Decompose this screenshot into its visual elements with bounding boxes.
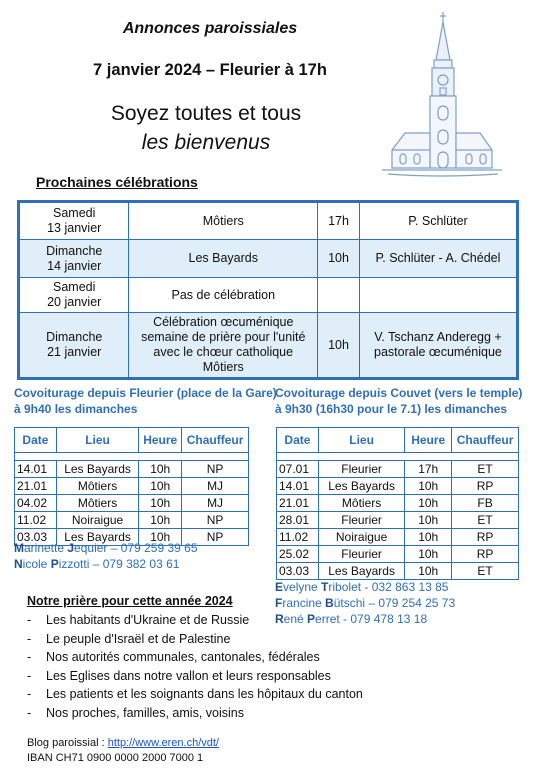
celebration-place: Célébration œcuménique semaine de prière pour l'unité avec le chœur catholique Môtiers <box>129 313 318 379</box>
table-row: 07.01 Fleurier 17h ET <box>277 461 519 478</box>
table-row: 03.03 Les Bayards 10h NP <box>15 529 249 546</box>
bulletin-title: Annonces paroissiales <box>122 20 298 37</box>
column-header: Heure <box>139 428 182 453</box>
prayer-heading: Notre prière pour cette année 2024 <box>27 594 233 608</box>
column-header: Date <box>277 428 319 453</box>
iban-line: IBAN CH71 0900 0000 2000 7000 1 <box>27 752 204 764</box>
celebration-date: Samedi 20 janvier <box>19 278 129 313</box>
celebrations-table <box>17 200 519 380</box>
column-header: Lieu <box>318 428 404 453</box>
contact-line: René Perret - 079 478 13 18 <box>275 612 428 626</box>
table-row: 14.01 Les Bayards 10h NP <box>15 461 249 478</box>
table-row: 21.01 Môtiers 10h MJ <box>15 478 249 495</box>
carpool-couvet-table <box>276 427 519 580</box>
contact-line: Evelyne Tribolet - 032 863 13 85 <box>275 580 449 594</box>
celebration-officiant: P. Schlüter <box>359 202 517 240</box>
contact-line: Marinette Jequier – 079 259 39 65 <box>14 541 198 555</box>
celebration-officiant: V. Tschanz Anderegg + pastorale œcuménique <box>359 313 517 379</box>
column-header: Heure <box>405 428 452 453</box>
celebration-officiant <box>359 278 517 313</box>
celebration-time: 17h <box>318 202 360 240</box>
list-item: - Nos proches, familles, amis, voisins <box>27 704 363 723</box>
blog-label: Blog paroissial : <box>27 737 108 749</box>
table-row: 21.01 Môtiers 10h FB <box>277 495 519 512</box>
table-row: 14.01 Les Bayards 10h RP <box>277 478 519 495</box>
table-row: 25.02 Fleurier 10h RP <box>277 546 519 563</box>
table-row <box>19 202 518 240</box>
table-row: 11.02 Noiraigue 10h NP <box>15 512 249 529</box>
celebration-date: Dimanche 21 janvier <box>19 313 129 379</box>
celebration-time: 10h <box>318 313 360 379</box>
list-item: - Nos autorités communales, cantonales, fédérales <box>27 648 363 667</box>
celebration-place: Les Bayards <box>129 240 318 278</box>
table-row: 04.02 Môtiers 10h MJ <box>15 495 249 512</box>
list-item: - Les habitants d'Ukraine et de Russie <box>27 611 363 630</box>
celebration-date: Samedi 13 janvier <box>19 202 129 240</box>
carpool-fleurier-table <box>14 427 249 546</box>
church-illustration <box>380 8 505 178</box>
list-item: - Les patients et les soignants dans les hôpitaux du canton <box>27 685 363 704</box>
column-header: Chauffeur <box>182 428 249 453</box>
blog-link[interactable]: http://www.eren.ch/vdt/ <box>107 737 219 749</box>
contact-line: Francine Bütschi – 079 254 25 73 <box>275 596 456 610</box>
carpool-fleurier-contacts <box>14 540 198 572</box>
service-date-heading: 7 janvier 2024 – Fleurier à 17h <box>93 61 327 79</box>
prayer-list <box>27 611 363 723</box>
carpool-fleurier-title: Covoiturage depuis Fleurier (place de la Gare) à 9h40 les dimanches <box>14 386 277 416</box>
welcome-line-2: les bienvenus <box>141 131 271 154</box>
table-row <box>19 278 518 313</box>
table-row: 03.03 Les Bayards 10h ET <box>277 563 519 580</box>
celebration-place: Pas de célébration <box>129 278 318 313</box>
celebration-date: Dimanche 14 janvier <box>19 240 129 278</box>
celebrations-heading: Prochaines célébrations <box>36 174 198 190</box>
table-row: 11.02 Noiraigue 10h RP <box>277 529 519 546</box>
column-header: Date <box>15 428 57 453</box>
table-row: 28.01 Fleurier 10h ET <box>277 512 519 529</box>
column-header: Chauffeur <box>452 428 519 453</box>
celebration-time <box>318 278 360 313</box>
welcome-line-1: Soyez toutes et tous <box>110 102 302 125</box>
celebration-time: 10h <box>318 240 360 278</box>
celebration-place: Môtiers <box>129 202 318 240</box>
contact-line: Nicole Pizzotti – 079 382 03 61 <box>14 557 180 571</box>
list-item: - Les Eglises dans notre vallon et leurs responsables <box>27 667 363 686</box>
celebration-officiant: P. Schlüter - A. Chédel <box>359 240 517 278</box>
table-row <box>19 313 518 379</box>
blog-line <box>27 737 219 749</box>
list-item: - Le peuple d'Israël et de Palestine <box>27 630 363 649</box>
column-header: Lieu <box>56 428 138 453</box>
table-row <box>19 240 518 278</box>
carpool-couvet-title: Covoiturage depuis Couvet (vers le temple) à 9h30 (16h30 pour le 7.1) les dimanches <box>275 386 523 416</box>
